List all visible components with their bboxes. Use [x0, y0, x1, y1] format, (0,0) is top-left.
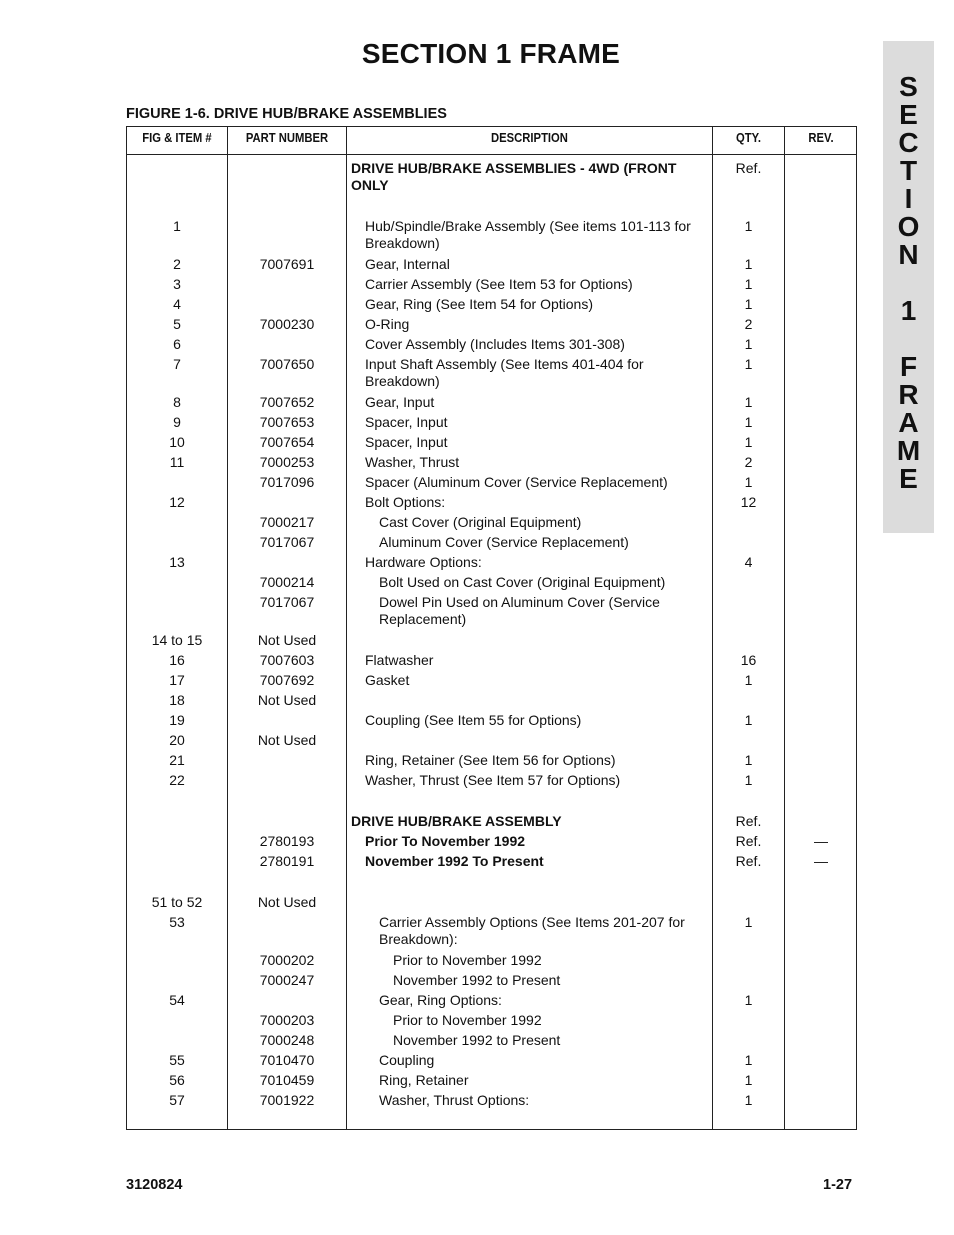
part-number-cell: 7000248 — [259, 1032, 315, 1048]
page-title: SECTION 1 FRAME — [361, 38, 621, 69]
side-tab-letter: C — [898, 127, 919, 158]
table-row — [127, 256, 856, 276]
description-cell: Gear, Internal — [365, 256, 450, 272]
fig-item-cell: 22 — [169, 772, 185, 788]
table-row — [127, 1092, 856, 1112]
side-tab-letter: M — [896, 435, 921, 466]
description-cell: DRIVE HUB/BRAKE ASSEMBLIES - 4WD (FRONT ONLY — [351, 160, 677, 193]
fig-item-cell: 14 to 15 — [151, 632, 203, 648]
description-cell: Spacer, Input — [365, 434, 448, 450]
parts-table — [126, 126, 857, 1130]
fig-item-cell: 51 to 52 — [151, 894, 203, 910]
qty-cell: 2 — [744, 454, 753, 470]
table-row — [127, 574, 856, 594]
table-row — [127, 632, 856, 652]
qty-cell: 1 — [744, 256, 753, 272]
fig-item-cell: 3 — [173, 276, 181, 292]
side-tab-gap — [883, 269, 934, 297]
description-cell: Input Shaft Assembly (See Items 401-404 for Breakdown) — [365, 356, 644, 389]
part-number-cell: 7017067 — [259, 594, 315, 610]
table-row — [127, 672, 856, 692]
qty-cell: 4 — [744, 554, 753, 570]
side-tab-letter: 1 — [900, 295, 917, 326]
side-tab-letters — [883, 73, 934, 493]
fig-item-cell: 8 — [173, 394, 181, 410]
description-cell: Gear, Input — [365, 394, 435, 410]
qty-cell: 1 — [744, 474, 753, 490]
fig-item-cell: 10 — [169, 434, 185, 450]
table-body — [127, 154, 856, 1112]
table-row — [127, 454, 856, 474]
fig-item-cell: 21 — [169, 752, 185, 768]
description-cell: Aluminum Cover (Service Replacement) — [379, 534, 629, 550]
part-number-cell: 7000203 — [259, 1012, 315, 1028]
table-row — [127, 316, 856, 336]
document-number: 3120824 — [126, 1177, 183, 1193]
part-number-cell: 7017067 — [259, 534, 315, 550]
description-cell: DRIVE HUB/BRAKE ASSEMBLY — [351, 813, 562, 829]
fig-item-cell: 9 — [173, 414, 181, 430]
description-cell: Bolt Used on Cast Cover (Original Equipment) — [379, 574, 666, 590]
table-row — [127, 752, 856, 772]
side-tab-letter: F — [899, 351, 918, 382]
qty-cell: 1 — [744, 672, 753, 688]
table-row — [127, 992, 856, 1012]
table-row — [127, 160, 856, 218]
row-spacer — [127, 792, 856, 813]
description-cell: Cover Assembly (Includes Items 301-308) — [365, 336, 625, 352]
fig-item-cell: 54 — [169, 992, 185, 1008]
table-row — [127, 514, 856, 534]
fig-item-cell: 17 — [169, 672, 185, 688]
part-number-cell: 7007652 — [259, 394, 315, 410]
fig-item-cell: 53 — [169, 914, 185, 930]
side-tab-letter: E — [899, 99, 918, 130]
description-cell: Coupling (See Item 55 for Options) — [365, 712, 582, 728]
table-row — [127, 894, 856, 914]
qty-cell: 16 — [740, 652, 757, 668]
part-number-cell: 7000230 — [259, 316, 315, 332]
part-number-cell: 7000253 — [259, 454, 315, 470]
table-row — [127, 1032, 856, 1052]
table-row — [127, 474, 856, 494]
header-fig-item: FIG & ITEM # — [142, 131, 212, 145]
table-row — [127, 972, 856, 992]
fig-item-cell: 6 — [173, 336, 181, 352]
part-number-cell: 7000247 — [259, 972, 315, 988]
table-row — [127, 712, 856, 732]
part-number-cell: Not Used — [257, 692, 317, 708]
fig-item-cell: 4 — [173, 296, 181, 312]
section-side-tab — [883, 41, 934, 533]
side-tab-gap — [883, 325, 934, 353]
description-cell: Cast Cover (Original Equipment) — [379, 514, 582, 530]
table-row — [127, 1052, 856, 1072]
description-cell: November 1992 To Present — [365, 853, 544, 869]
table-row — [127, 336, 856, 356]
table-row — [127, 914, 856, 952]
part-number-cell: 7000214 — [259, 574, 315, 590]
part-number-cell: 7000202 — [259, 952, 315, 968]
table-row — [127, 853, 856, 873]
qty-cell: 1 — [744, 218, 753, 234]
qty-cell: 1 — [744, 1072, 753, 1088]
description-cell: Hardware Options: — [365, 554, 482, 570]
description-cell: Carrier Assembly (See Item 53 for Options) — [365, 276, 633, 292]
qty-cell: Ref. — [735, 160, 762, 176]
table-row — [127, 218, 856, 256]
fig-item-cell: 12 — [169, 494, 185, 510]
row-spacer — [127, 873, 856, 894]
page-number: 1-27 — [823, 1177, 853, 1193]
part-number-cell: 7007692 — [259, 672, 315, 688]
description-cell: November 1992 to Present — [393, 1032, 561, 1048]
description-cell: Washer, Thrust (See Item 57 for Options) — [365, 772, 621, 788]
part-number-cell: 7010459 — [259, 1072, 315, 1088]
fig-item-cell: 19 — [169, 712, 185, 728]
table-row — [127, 772, 856, 792]
table-row — [127, 356, 856, 394]
description-cell: Washer, Thrust — [365, 454, 460, 470]
fig-item-cell: 55 — [169, 1052, 185, 1068]
table-row — [127, 652, 856, 672]
description-cell: Washer, Thrust Options: — [379, 1092, 530, 1108]
side-tab-letter: N — [898, 239, 919, 270]
table-row — [127, 833, 856, 853]
part-number-cell: 7007654 — [259, 434, 315, 450]
qty-cell: 1 — [744, 414, 753, 430]
side-tab-letter: E — [899, 463, 918, 494]
header-description: DESCRIPTION — [491, 131, 568, 145]
description-cell: Flatwasher — [365, 652, 434, 668]
table-row — [127, 494, 856, 514]
part-number-cell: 2780191 — [259, 853, 315, 869]
header-rev: REV. — [808, 131, 834, 145]
fig-item-cell: 7 — [173, 356, 181, 372]
part-number-cell: 7007650 — [259, 356, 315, 372]
fig-item-cell: 1 — [173, 218, 181, 234]
qty-cell: 1 — [744, 752, 753, 768]
qty-cell: Ref. — [735, 813, 762, 829]
qty-cell: 1 — [744, 712, 753, 728]
part-number-cell: 2780193 — [259, 833, 315, 849]
fig-item-cell: 13 — [169, 554, 185, 570]
qty-cell: 1 — [744, 992, 753, 1008]
rev-cell: — — [814, 833, 828, 849]
table-row — [127, 813, 856, 833]
fig-item-cell: 56 — [169, 1072, 185, 1088]
fig-item-cell: 11 — [169, 454, 185, 470]
table-row — [127, 296, 856, 316]
figure-title: FIGURE 1-6. DRIVE HUB/BRAKE ASSEMBLIES — [126, 106, 447, 122]
side-tab-letter: O — [897, 211, 920, 242]
qty-cell: 1 — [744, 1092, 753, 1108]
table-row — [127, 952, 856, 972]
part-number-cell: 7007691 — [259, 256, 315, 272]
qty-cell: Ref. — [735, 833, 762, 849]
fig-item-cell: 57 — [169, 1092, 185, 1108]
table-row — [127, 394, 856, 414]
table-row — [127, 732, 856, 752]
table-row — [127, 276, 856, 296]
part-number-cell: 7010470 — [259, 1052, 315, 1068]
table-row — [127, 434, 856, 454]
header-part-number: PART NUMBER — [245, 131, 329, 145]
qty-cell: 1 — [744, 276, 753, 292]
description-cell: Ring, Retainer (See Item 56 for Options) — [365, 752, 616, 768]
part-number-cell: Not Used — [257, 632, 317, 648]
qty-cell: 1 — [744, 772, 753, 788]
side-tab-letter: T — [899, 155, 918, 186]
description-cell: Spacer, Input — [365, 414, 448, 430]
table-row — [127, 692, 856, 712]
description-cell: O-Ring — [365, 316, 410, 332]
table-row — [127, 1072, 856, 1092]
table-row — [127, 594, 856, 632]
description-cell: Gear, Ring (See Item 54 for Options) — [365, 296, 593, 312]
fig-item-cell: 2 — [173, 256, 181, 272]
description-cell: Bolt Options: — [365, 494, 446, 510]
description-cell: Gear, Ring Options: — [379, 992, 502, 1008]
qty-cell: 1 — [744, 296, 753, 312]
part-number-cell: 7007603 — [259, 652, 315, 668]
description-cell: Prior to November 1992 — [393, 1012, 542, 1028]
qty-cell: 1 — [744, 394, 753, 410]
header-qty: QTY. — [735, 131, 762, 145]
qty-cell: Ref. — [735, 853, 762, 869]
description-cell: Ring, Retainer — [379, 1072, 469, 1088]
table-row — [127, 534, 856, 554]
description-cell: Gasket — [365, 672, 410, 688]
table-row — [127, 414, 856, 434]
rev-cell: — — [814, 853, 828, 869]
qty-cell: 1 — [744, 434, 753, 450]
qty-cell: 1 — [744, 1052, 753, 1068]
table-row — [127, 554, 856, 574]
description-cell: Carrier Assembly Options (See Items 201-207 for Breakdown): — [379, 914, 685, 947]
qty-cell: 1 — [744, 914, 753, 930]
fig-item-cell: 20 — [169, 732, 185, 748]
qty-cell: 1 — [744, 336, 753, 352]
part-number-cell: Not Used — [257, 732, 317, 748]
fig-item-cell: 5 — [173, 316, 181, 332]
fig-item-cell: 18 — [169, 692, 185, 708]
part-number-cell: 7017096 — [259, 474, 315, 490]
fig-item-cell: 16 — [169, 652, 185, 668]
side-tab-letter: A — [898, 407, 919, 438]
part-number-cell: Not Used — [257, 894, 317, 910]
part-number-cell: 7007653 — [259, 414, 315, 430]
description-cell: Prior to November 1992 — [393, 952, 542, 968]
qty-cell: 2 — [744, 316, 753, 332]
description-cell: Prior To November 1992 — [365, 833, 526, 849]
qty-cell: 12 — [740, 494, 757, 510]
side-tab-letter: I — [904, 183, 913, 214]
part-number-cell: 7000217 — [259, 514, 315, 530]
qty-cell: 1 — [744, 356, 753, 372]
side-tab-letter: S — [899, 71, 918, 102]
table-row — [127, 1012, 856, 1032]
part-number-cell: 7001922 — [259, 1092, 315, 1108]
description-cell: November 1992 to Present — [393, 972, 561, 988]
description-cell: Spacer (Aluminum Cover (Service Replacement) — [365, 474, 668, 490]
side-tab-letter: R — [898, 379, 919, 410]
description-cell: Hub/Spindle/Brake Assembly (See items 101-113 for Breakdown) — [365, 218, 691, 251]
description-cell: Coupling — [379, 1052, 435, 1068]
description-cell: Dowel Pin Used on Aluminum Cover (Service Replacement) — [379, 594, 660, 627]
